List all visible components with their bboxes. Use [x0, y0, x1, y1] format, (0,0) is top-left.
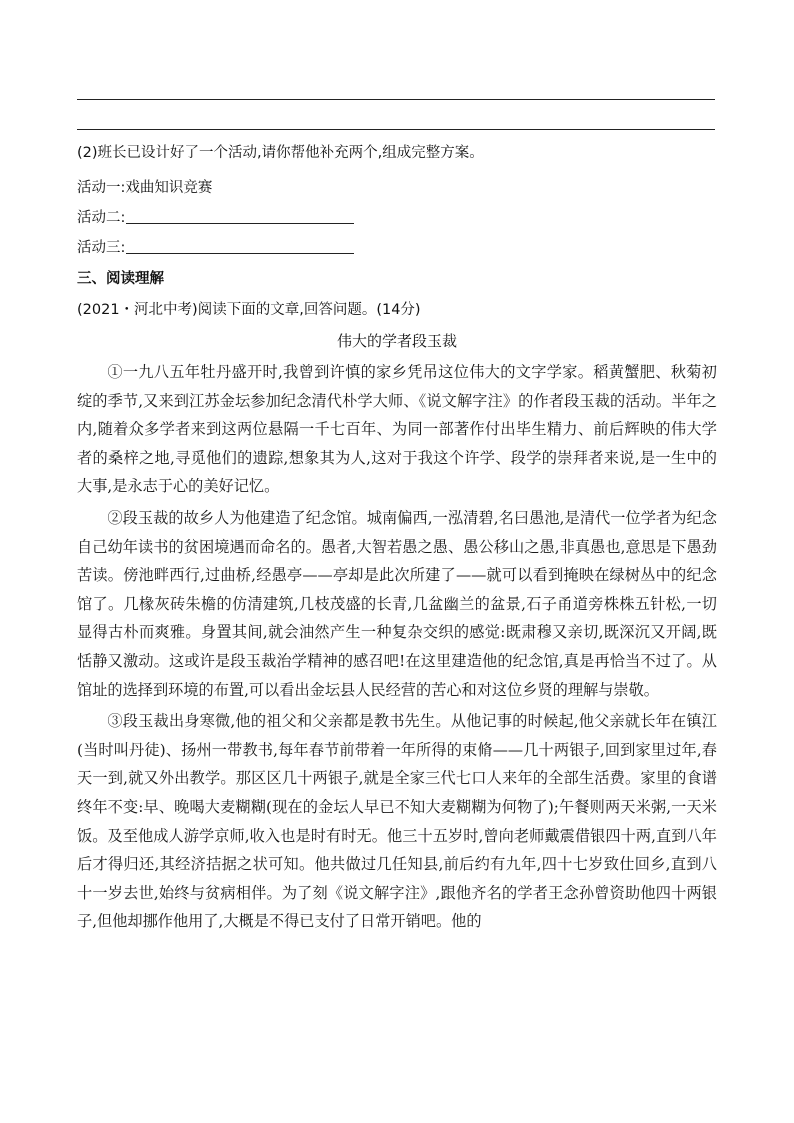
article-paragraph-3: ③段玉裁出身寒微,他的祖父和父亲都是教书先生。从他记事的时候起,他父亲就长年在镇江(当时叫丹徒)、扬州一带教书,每年春节前带着一年所得的束脩——几十两银子,回到家里过年,春天一到,就又外出教学。那区区几十两银子,就是全家三代七口人来年的全部生活费。家里的食谱终年不变:早、晚喝大麦糊糊(现在的金坛人早已不知大麦糊糊为何物了);午餐则两天米粥,一天米饭。及至他成人游学京师,收入也是时有时无。他三十五岁时,曾向老师戴震借银四十两,直到八年后才得归还,其经济拮据之状可知。他共做过几任知县,前后约有九年,四十七岁致仕回乡,直到八十一岁去世,始终与贫病相伴。为了刻《说文解字注》,跟他齐名的学者王念孙曾资助他四十两银子,但他却挪作他用了,大概是不得已支付了日常开销吧。他的	[77, 712, 717, 931]
article-paragraph-1: ①一九八五年牡丹盛开时,我曾到许慎的家乡凭吊这位伟大的文字学家。稻黄蟹肥、秋菊初绽的季节,又来到江苏金坛参加纪念清代朴学大师、《说文解字注》的作者段玉裁的活动。半年之内,随着众多学者来到这两位悬隔一千七百年、为同一部著作付出毕生精力、前后辉映的伟大学者的桑梓之地,寻觅他们的遗踪,想象其为人,这对于我这个许学、段学的崇拜者来说,是一生中的大事,是永志于心的美好记忆。	[77, 363, 717, 496]
answer-line	[77, 99, 715, 100]
activity-3-blank[interactable]	[126, 239, 354, 254]
answer-line	[77, 129, 715, 130]
activity-2-row	[77, 208, 354, 228]
article-paragraph-2: ②段玉裁的故乡人为他建造了纪念馆。城南偏西,一泓清碧,名曰愚池,是清代一位学者为纪念自己幼年读书的贫困境遇而命名的。愚者,大智若愚之愚、愚公移山之愚,非真愚也,意思是下愚劲苦读。傍池畔西行,过曲桥,经愚亭——亭却是此次所建了——就可以看到掩映在绿树丛中的纪念馆了。几椽灰砖朱檐的仿清建筑,几枝茂盛的长青,几盆幽兰的盆景,石子甬道旁株株五针松,一切显得古朴而爽雅。身置其间,就会油然产生一种复杂交织的感觉:既肃穆又亲切,既深沉又开阔,既恬静又激动。这或许是段玉裁治学精神的感召吧!在这里建造他的纪念馆,真是再恰当不过了。从馆址的选择到环境的布置,可以看出金坛县人民经营的苦心和对这位乡贤的理解与崇敬。	[77, 508, 717, 699]
article-title: 伟大的学者段玉裁	[336, 332, 457, 350]
section-heading: 三、阅读理解	[77, 271, 164, 287]
question-part2: (2)班长已设计好了一个活动,请你帮他补充两个,组成完整方案。	[77, 145, 484, 161]
activity-1: 活动一:戏曲知识竞赛	[77, 180, 213, 196]
activity-2-blank[interactable]	[126, 209, 354, 224]
section-source: (2021・河北中考)阅读下面的文章,回答问题。(14分)	[77, 302, 421, 318]
activity-3-row	[77, 238, 354, 258]
article-body	[77, 358, 717, 936]
activity-3-label: 活动三:	[77, 240, 126, 256]
activity-2-label: 活动二:	[77, 210, 126, 226]
